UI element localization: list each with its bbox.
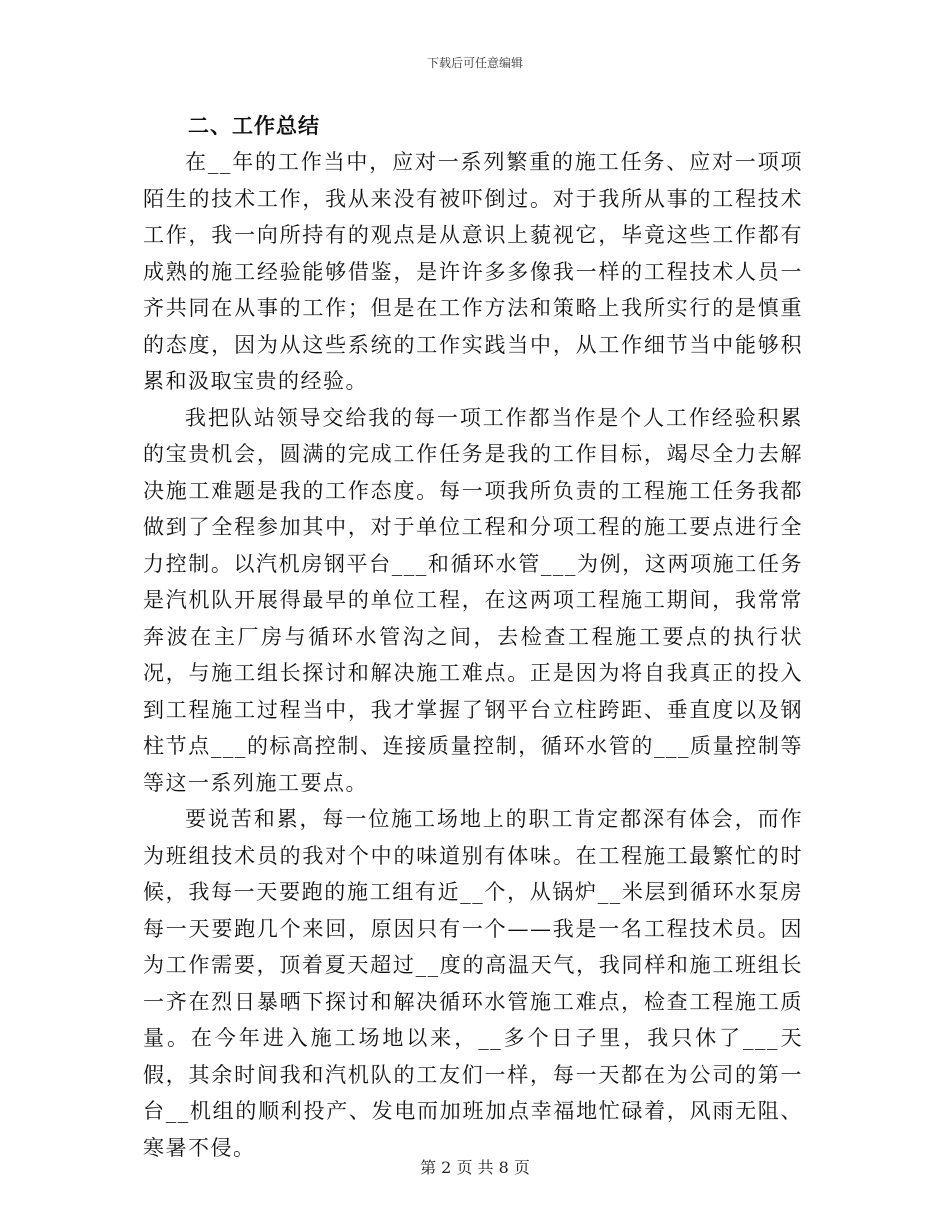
paragraph-1: 在__年的工作当中，应对一系列繁重的施工任务、应对一项项陌生的技术工作，我从来没有被吓倒过。对于我所从事的工程技术工作，我一向所持有的观点是从意识上藐视它，毕竟这些工作都有成熟的施工经验能够借鉴，是许许多多像我一样的工程技术人员一齐共同在从事的工作；但是在工作方法和策略上我所实行的是慎重的态度，因为从这些系统的工作实践当中，从工作细节当中能够积累和汲取宝贵的经验。 bbox=[143, 150, 803, 393]
page-number: 第 2 页 共 8 页 bbox=[420, 1158, 530, 1177]
paragraph-3: 要说苦和累，每一位施工场地上的职工肯定都深有体会，而作为班组技术员的我对个中的味道别有体味。在工程施工最繁忙的时候，我每一天要跑的施工组有近__个，从锅炉__米层到循环水泵房每一天要跑几个来回，原因只有一个——我是一名工程技术员。因为工作需要，顶着夏天超过__度的高温天气，我同样和施工班组长一齐在烈日暴晒下探讨和解决循环水管施工难点，检查工程施工质量。在今年进入施工场地以来，__多个日子里，我只休了___天假，其余时间我和汽机队的工友们一样，每一天都在为公司的第一台__机组的顺利投产、发电而加班加点幸福地忙碌着，风雨无阻、寒暑不侵。 bbox=[143, 807, 803, 1160]
page-header: 下载后可任意编辑 bbox=[426, 56, 523, 70]
section-title: 二、工作总结 bbox=[188, 113, 320, 138]
paragraph-2: 我把队站领导交给我的每一项工作都当作是个人工作经验积累的宝贵机会，圆满的完成工作任务是我的工作目标，竭尽全力去解决施工难题是我的工作态度。每一项我所负责的工程施工任务我都做到了全程参加其中，对于单位工程和分项工程的施工要点进行全力控制。以汽机房钢平台___和循环水管___为例，这两项施工任务是汽机队开展得最早的单位工程，在这两项工程施工期间，我常常奔波在主厂房与循环水管沟之间，去检查工程施工要点的执行状况，与施工组长探讨和解决施工难点。正是因为将自我真正的投入到工程施工过程当中，我才掌握了钢平台立柱跨距、垂直度以及钢柱节点___的标高控制、连接质量控制，循环水管的___质量控制等等这一系列施工要点。 bbox=[143, 405, 803, 795]
document-body bbox=[143, 108, 803, 1166]
